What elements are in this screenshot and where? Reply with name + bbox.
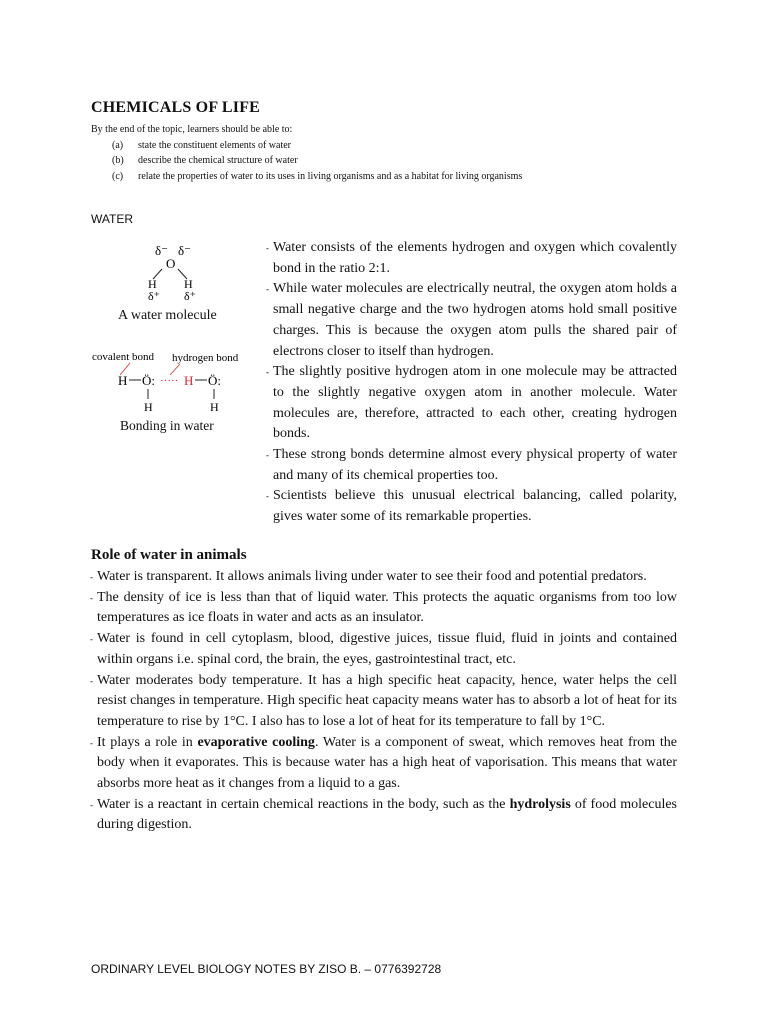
page-footer: ORDINARY LEVEL BIOLOGY NOTES BY ZISO B. – 0776392728 [91, 962, 442, 976]
water-molecule-diagram [90, 238, 260, 418]
hydrogen-atom-right: H [184, 277, 193, 291]
list-item [90, 795, 677, 836]
learning-objectives [91, 122, 522, 184]
list-text: Water is found in cell cytoplasm, blood, digestive juices, tissue fluid, fluid in joints and contained within organs i.e. spinal cord, the brain, the eyes, gastrointestinal tract, etc. [97, 631, 677, 667]
bond-h-below-2: H [210, 400, 219, 414]
list-item: - These strong bonds determine almost every physical property of water and many of its chemical properties too. [266, 445, 677, 486]
objective-label: (c) [112, 170, 124, 182]
bond-o2: Ö: [208, 373, 221, 388]
covalent-bond-label: covalent bond [92, 351, 155, 363]
hydrogen-bond-label: hydrogen bond [172, 352, 239, 364]
section-heading-role: Role of water in animals [91, 547, 247, 563]
bond-h-below-1: H [144, 400, 153, 414]
bond-h1: H [118, 373, 128, 388]
delta-minus-left: δ⁻ [155, 243, 168, 258]
list-item [90, 629, 677, 670]
objective-text: state the constituent elements of water [138, 139, 292, 151]
oxygen-atom: O [166, 256, 176, 271]
page-title: CHEMICALS OF LIFE [91, 99, 261, 116]
list-text: Water moderates body temperature. It has a high specific heat capacity, hence, water helps the cell resist changes in temperature. High specific heat capacity means water has to absorb a lot of heat for its temperature to rise by 1°C. I also has to lose a lot of heat for its temperature to fall by 1°C. [97, 672, 677, 729]
objective-item [91, 138, 522, 154]
list-text: Water is transparent. It allows animals living under water to see their food and potential predators. [97, 569, 647, 584]
water-figure [90, 238, 260, 438]
section-heading-water: WATER [91, 212, 133, 226]
list-item: - Water consists of the elements hydrogen and oxygen which covalently bond in the ratio 2:1. [266, 238, 677, 279]
list-item [90, 671, 677, 733]
objective-label: (b) [112, 155, 124, 166]
bold-term: evaporative cooling [197, 734, 315, 750]
list-text: It plays a role in [97, 734, 198, 750]
objectives-intro: By the end of the topic, learners should be able to: [91, 124, 293, 135]
list-item [90, 567, 677, 588]
list-text: The density of ice is less than that of liquid water. This protects the aquatic organisms from too low temperatures as ice floats in water and acts as an insulator. [97, 589, 677, 626]
delta-plus-right: δ⁺ [184, 289, 196, 303]
delta-plus-left: δ⁺ [148, 289, 160, 303]
list-item [90, 733, 677, 795]
list-item [90, 588, 677, 629]
list-item: - Scientists believe this unusual electrical balancing, called polarity, gives water some of its remarkable properties. [266, 486, 677, 527]
water-molecule-caption: A water molecule [118, 308, 217, 323]
objective-text: relate the properties of water to its uses in living organisms and as a habitat for living organisms [138, 170, 523, 182]
bond-h2: H [184, 373, 194, 388]
objective-item [91, 153, 522, 169]
objective-label: (a) [112, 139, 124, 151]
bond-o1: Ö: [142, 373, 155, 388]
list-text: . Water is a component of sweat, which removes heat from the body when it evaporates. This is because water has a high heat of vaporisation. This means that water absorbs more heat as it changes from a liquid to a gas. [97, 734, 677, 792]
animal-roles-list [90, 567, 677, 836]
hydrogen-atom-left: H [148, 277, 157, 291]
hydrogen-pointer [170, 364, 180, 375]
water-properties-list [266, 238, 677, 528]
bonding-caption: Bonding in water [120, 418, 214, 433]
objective-item [91, 169, 522, 185]
list-item: - While water molecules are electrically neutral, the oxygen atom holds a small negative charge and the two hydrogen atoms hold small positive charges. This is because the oxygen atom pulls the shared pair of electrons closer to itself than hydrogen. [266, 279, 677, 362]
list-item: - The slightly positive hydrogen atom in one molecule may be attracted to the slightly negative oxygen atom in another molecule. Water molecules are, therefore, attracted to each other, creating hydrogen bonds. [266, 362, 677, 445]
list-text: of food molecules during digestion. [97, 796, 677, 833]
delta-minus-right: δ⁻ [178, 243, 191, 258]
hydrogen-bond-dots: ····· [160, 375, 179, 387]
objective-text: describe the chemical structure of water [138, 155, 298, 166]
bold-term: hydrolysis [509, 796, 571, 812]
list-text: Water is a reactant in certain chemical reactions in the body, such as the [97, 796, 510, 812]
